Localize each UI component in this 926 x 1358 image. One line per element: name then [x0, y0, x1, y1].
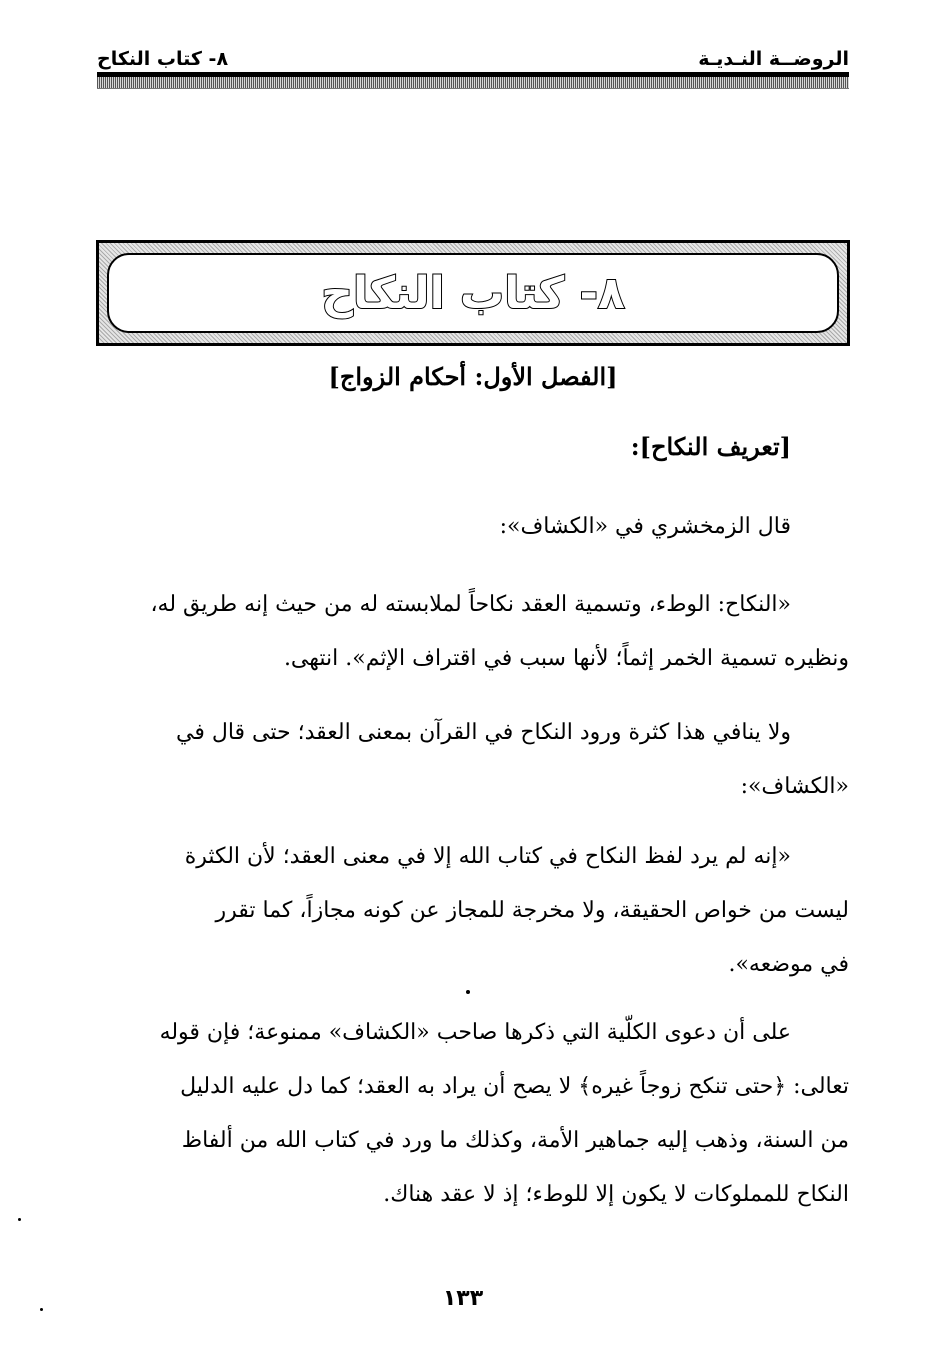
paragraph-line: «إنه لم يرد لفظ النكاح في كتاب الله إلا في معنى العقد؛ لأن الكثرة — [184, 844, 791, 869]
subheading: [تعريف النكاح]: — [630, 432, 791, 461]
section-heading: [الفصل الأول: أحكام الزواج] — [328, 362, 618, 391]
chapter-title-frame — [96, 240, 850, 346]
paragraph-line: ونظيره تسمية الخمر إثماً؛ لأنها سبب في اقتراف الإثم». انتهى. — [283, 646, 849, 671]
running-header — [97, 36, 849, 70]
paragraph-line: قال الزمخشري في «الكشاف»: — [499, 514, 791, 539]
header-book-title: الروضــة النـديـة — [698, 48, 849, 70]
scan-speck — [466, 990, 470, 994]
paragraph-line: من السنة، وذهب إليه جماهير الأمة، وكذلك ما ورد في كتاب الله من ألفاظ — [181, 1128, 849, 1153]
chapter-title-panel — [107, 253, 839, 333]
chapter-title: ٨- كتاب النكاح — [321, 267, 625, 319]
paragraph-1 — [97, 500, 849, 554]
paragraph-line: تعالى: ﴿حتى تنكح زوجاً غيره﴾ لا يصح أن يراد به العقد؛ كما دل عليه الدليل — [180, 1074, 849, 1099]
paragraph-line: «النكاح: الوطء، وتسمية العقد نكاحاً لملابسته له من حيث إنه طريق له، — [150, 592, 791, 617]
paragraph-line: «الكشاف»: — [740, 774, 849, 799]
paragraph-2 — [97, 578, 849, 686]
paragraph-line: النكاح للمملوكات لا يكون إلا للوطء؛ إذ لا عقد هناك. — [383, 1182, 849, 1207]
paragraph-3 — [97, 706, 849, 814]
paragraph-line: ولا ينافي هذا كثرة ورود النكاح في القرآن بمعنى العقد؛ حتى قال في — [176, 720, 791, 745]
scan-speck — [18, 1218, 21, 1221]
paragraph-5 — [97, 1006, 849, 1222]
paragraph-line: ليست من خواص الحقيقة، ولا مخرجة للمجاز عن كونه مجازاً، كما تقرر — [215, 898, 849, 923]
header-chapter-title: ٨- كتاب النكاح — [97, 48, 229, 70]
paragraph-4 — [97, 830, 849, 992]
page-number: ١٣٣ — [442, 1286, 484, 1311]
paragraph-line: في موضعه». — [728, 952, 849, 977]
paragraph-line: على أن دعوى الكلّية التي ذكرها صاحب «الكشاف» ممنوعة؛ فإن قوله — [159, 1020, 791, 1045]
header-hatched-band — [97, 77, 849, 89]
